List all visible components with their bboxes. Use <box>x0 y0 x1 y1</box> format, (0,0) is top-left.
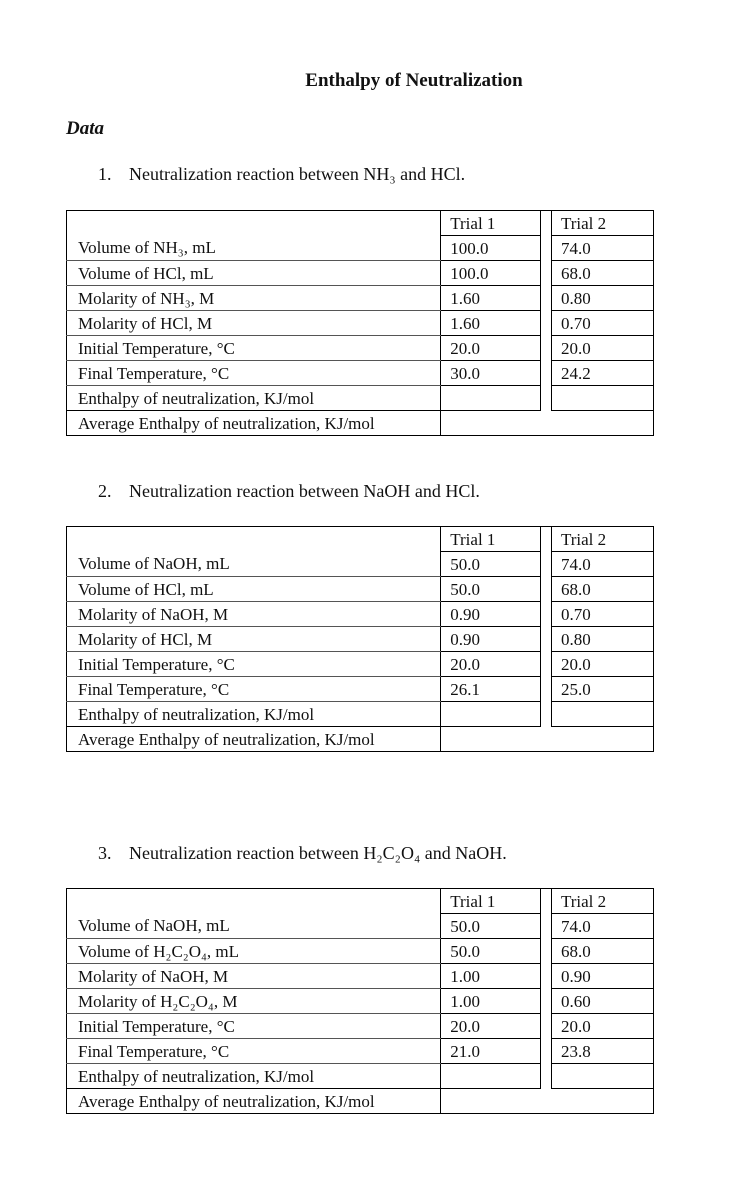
table-3-number: 3. <box>98 843 112 863</box>
row-label: Molarity of H₂C₂O₄, M <box>67 989 441 1014</box>
average-enthalpy-row <box>67 411 654 436</box>
trial-2-value: 0.70 <box>551 602 653 627</box>
trial-1-value: 0.90 <box>441 627 541 652</box>
average-enthalpy-label: Average Enthalpy of neutralization, KJ/mol <box>67 411 441 436</box>
trial-2-header: Trial 2 <box>551 889 653 914</box>
row-label: Initial Temperature, °C <box>67 652 441 677</box>
table-2 <box>66 526 654 752</box>
table-row <box>67 989 654 1014</box>
trial-2-value: 74.0 <box>551 552 653 577</box>
trial-2-value: 0.60 <box>551 989 653 1014</box>
trial-2-value: 74.0 <box>551 236 653 261</box>
trial-1-value: 100.0 <box>441 236 541 261</box>
table-row <box>67 1039 654 1064</box>
trial-1-value: 50.0 <box>441 939 541 964</box>
trial-1-enthalpy-cell <box>441 1064 541 1089</box>
table-row <box>67 964 654 989</box>
average-enthalpy-cell <box>441 727 654 752</box>
average-enthalpy-cell <box>441 411 654 436</box>
trial-1-value: 1.60 <box>441 286 541 311</box>
row-label: Volume of NaOH, mL <box>67 552 441 577</box>
table-row <box>67 677 654 702</box>
enthalpy-label: Enthalpy of neutralization, KJ/mol <box>67 1064 441 1089</box>
row-label: Initial Temperature, °C <box>67 336 441 361</box>
table-1 <box>66 210 654 436</box>
table-row <box>67 1014 654 1039</box>
trial-1-value: 50.0 <box>441 577 541 602</box>
trial-1-value: 26.1 <box>441 677 541 702</box>
table-row <box>67 914 654 939</box>
table-row <box>67 311 654 336</box>
trial-1-value: 0.90 <box>441 602 541 627</box>
trial-1-value: 1.00 <box>441 989 541 1014</box>
average-enthalpy-cell <box>441 1089 654 1114</box>
row-label: Molarity of NaOH, M <box>67 602 441 627</box>
trial-1-enthalpy-cell <box>441 386 541 411</box>
row-label: Molarity of NaOH, M <box>67 964 441 989</box>
table-1-number: 1. <box>98 164 112 184</box>
table-header-row <box>67 889 654 914</box>
trial-1-header: Trial 1 <box>441 527 541 552</box>
trial-1-value: 50.0 <box>441 552 541 577</box>
trial-2-value: 25.0 <box>551 677 653 702</box>
enthalpy-row <box>67 1064 654 1089</box>
trial-1-value: 21.0 <box>441 1039 541 1064</box>
enthalpy-row <box>67 386 654 411</box>
row-label: Volume of HCl, mL <box>67 261 441 286</box>
row-label: Volume of HCl, mL <box>67 577 441 602</box>
trial-1-value: 20.0 <box>441 336 541 361</box>
trial-2-enthalpy-cell <box>551 1064 653 1089</box>
table-row <box>67 552 654 577</box>
trial-2-value: 0.80 <box>551 627 653 652</box>
trial-2-enthalpy-cell <box>551 702 653 727</box>
table-row <box>67 939 654 964</box>
trial-1-value: 30.0 <box>441 361 541 386</box>
document-title: Enthalpy of Neutralization <box>305 70 523 91</box>
table-header-blank <box>67 527 441 552</box>
row-label: Final Temperature, °C <box>67 1039 441 1064</box>
trial-2-value: 24.2 <box>551 361 653 386</box>
enthalpy-row <box>67 702 654 727</box>
trial-1-value: 50.0 <box>441 914 541 939</box>
table-3 <box>66 888 654 1114</box>
enthalpy-label: Enthalpy of neutralization, KJ/mol <box>67 702 441 727</box>
average-enthalpy-label: Average Enthalpy of neutralization, KJ/mol <box>67 727 441 752</box>
trial-1-enthalpy-cell <box>441 702 541 727</box>
trial-2-header: Trial 2 <box>551 211 653 236</box>
trial-1-value: 100.0 <box>441 261 541 286</box>
row-label: Final Temperature, °C <box>67 677 441 702</box>
trial-2-value: 68.0 <box>551 577 653 602</box>
trial-2-value: 0.70 <box>551 311 653 336</box>
trial-1-value: 1.00 <box>441 964 541 989</box>
trial-2-enthalpy-cell <box>551 386 653 411</box>
trial-2-value: 74.0 <box>551 914 653 939</box>
trial-2-value: 0.90 <box>551 964 653 989</box>
row-label: Volume of H₂C₂O₄, mL <box>67 939 441 964</box>
table-row <box>67 652 654 677</box>
table-row <box>67 361 654 386</box>
table-1-heading-text: Neutralization reaction between NH₃ and HCl. <box>129 164 466 184</box>
row-label: Initial Temperature, °C <box>67 1014 441 1039</box>
table-row <box>67 236 654 261</box>
table-header-blank <box>67 211 441 236</box>
trial-2-value: 68.0 <box>551 939 653 964</box>
table-header-row <box>67 211 654 236</box>
table-row <box>67 261 654 286</box>
table-row <box>67 577 654 602</box>
trial-1-value: 20.0 <box>441 1014 541 1039</box>
table-2-heading <box>98 481 480 502</box>
table-row <box>67 602 654 627</box>
table-2-heading-text: Neutralization reaction between NaOH and HCl. <box>129 481 480 501</box>
table-row <box>67 336 654 361</box>
row-label: Molarity of HCl, M <box>67 311 441 336</box>
table-2-number: 2. <box>98 481 112 501</box>
trial-2-value: 20.0 <box>551 1014 653 1039</box>
table-3-heading <box>98 843 507 864</box>
table-row <box>67 627 654 652</box>
table-3-heading-text: Neutralization reaction between H₂C₂O₄ and NaOH. <box>129 843 507 863</box>
table-row <box>67 286 654 311</box>
trial-2-value: 20.0 <box>551 652 653 677</box>
row-label: Final Temperature, °C <box>67 361 441 386</box>
row-label: Volume of NH₃, mL <box>67 236 441 261</box>
trial-2-value: 0.80 <box>551 286 653 311</box>
enthalpy-label: Enthalpy of neutralization, KJ/mol <box>67 386 441 411</box>
row-label: Molarity of HCl, M <box>67 627 441 652</box>
trial-2-value: 20.0 <box>551 336 653 361</box>
row-label: Molarity of NH₃, M <box>67 286 441 311</box>
trial-1-header: Trial 1 <box>441 211 541 236</box>
table-header-row <box>67 527 654 552</box>
trial-1-header: Trial 1 <box>441 889 541 914</box>
trial-1-value: 20.0 <box>441 652 541 677</box>
row-label: Volume of NaOH, mL <box>67 914 441 939</box>
trial-2-value: 23.8 <box>551 1039 653 1064</box>
trial-2-value: 68.0 <box>551 261 653 286</box>
section-heading-data: Data <box>66 118 104 139</box>
trial-1-value: 1.60 <box>441 311 541 336</box>
trial-2-header: Trial 2 <box>551 527 653 552</box>
table-header-blank <box>67 889 441 914</box>
table-1-heading <box>98 164 465 185</box>
average-enthalpy-row <box>67 727 654 752</box>
average-enthalpy-row <box>67 1089 654 1114</box>
average-enthalpy-label: Average Enthalpy of neutralization, KJ/mol <box>67 1089 441 1114</box>
